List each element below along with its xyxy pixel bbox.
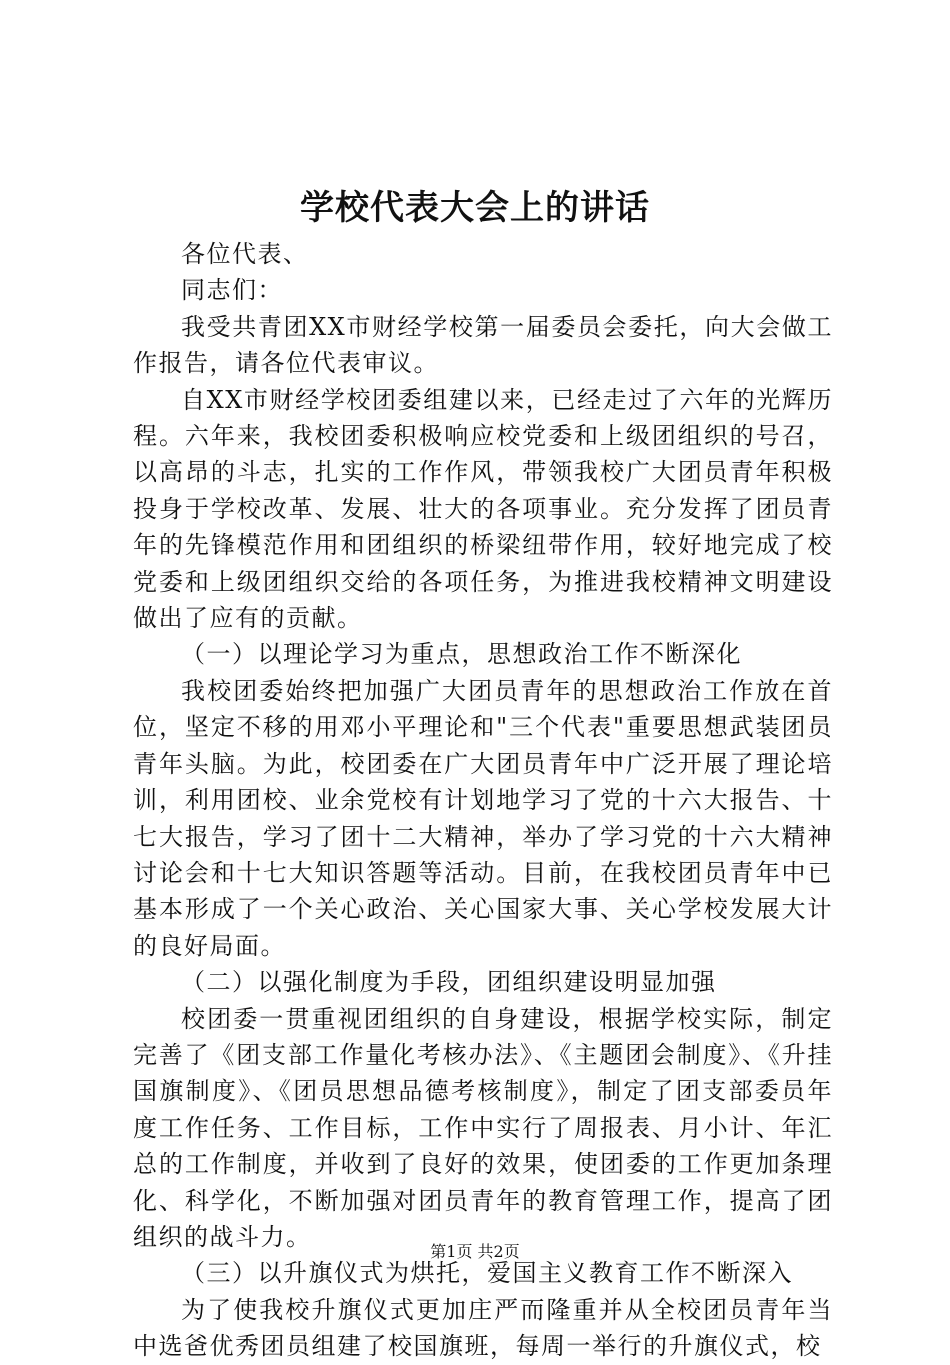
document-body — [133, 236, 833, 1365]
intro-paragraph: 我受共青团XX市财经学校第一届委员会委托，向大会做工作报告，请各位代表审议。 — [133, 312, 833, 378]
section-1-paragraph: 我校团委始终把加强广大团员青年的思想政治工作放在首位，坚定不移的用邓小平理论和"三个代表"重要思想武装团员青年头脑。为此，校团委在广大团员青年中广泛开展了理论培训，利用团校、业余党校有计划地学习了党的十六大报告、十七大报告，学习了团十二大精神，举办了学习党的十六大精神讨论会和十七大知识答题等活动。目前，在我校团员青年中已基本形成了一个关心政治、关心国家大事、关心学校发展大计的良好局面。 — [133, 676, 833, 960]
history-paragraph: 自XX市财经学校团委组建以来，已经走过了六年的光辉历程。六年来，我校团委积极响应校党委和上级团组织的号召，以高昂的斗志，扎实的工作作风，带领我校广大团员青年积极投身于学校改革、发展、壮大的各项事业。充分发挥了团员青年的先锋模范作用和团组织的桥梁纽带作用，较好地完成了校党委和上级团组织交给的各项任务，为推进我校精神文明建设做出了应有的贡献。 — [133, 385, 833, 633]
document-title: 学校代表大会上的讲话 — [300, 188, 650, 228]
section-heading-2: （二）以强化制度为手段，团组织建设明显加强 — [181, 968, 717, 997]
section-3-paragraph: 为了使我校升旗仪式更加庄严而隆重并从全校团员青年当中选爸优秀团员组建了校国旗班，每周一举行的升旗仪式，校 — [133, 1295, 833, 1361]
salutation-delegates: 各位代表、 — [181, 240, 309, 268]
section-2-paragraph: 校团委一贯重视团组织的自身建设，根据学校实际，制定完善了《团支部工作量化考核办法》、《主题团会制度》、《升挂国旗制度》、《团员思想品德考核制度》，制定了团支部委员年度工作任务、工作目标，工作中实行了周报表、月小计、年汇总的工作制度，并收到了良好的效果，使团委的工作更加条理化、科学化，不断加强对团员青年的教育管理工作，提高了团组织的战斗力。 — [133, 1004, 833, 1251]
salutation-comrades: 同志们： — [181, 276, 283, 305]
section-heading-3: （三）以升旗仪式为烘托，爱国主义教育工作不断深入 — [181, 1259, 793, 1288]
page-footer: 第1页 共2页 — [430, 1242, 520, 1261]
section-heading-1: （一）以理论学习为重点，思想政治工作不断深化 — [181, 640, 742, 669]
